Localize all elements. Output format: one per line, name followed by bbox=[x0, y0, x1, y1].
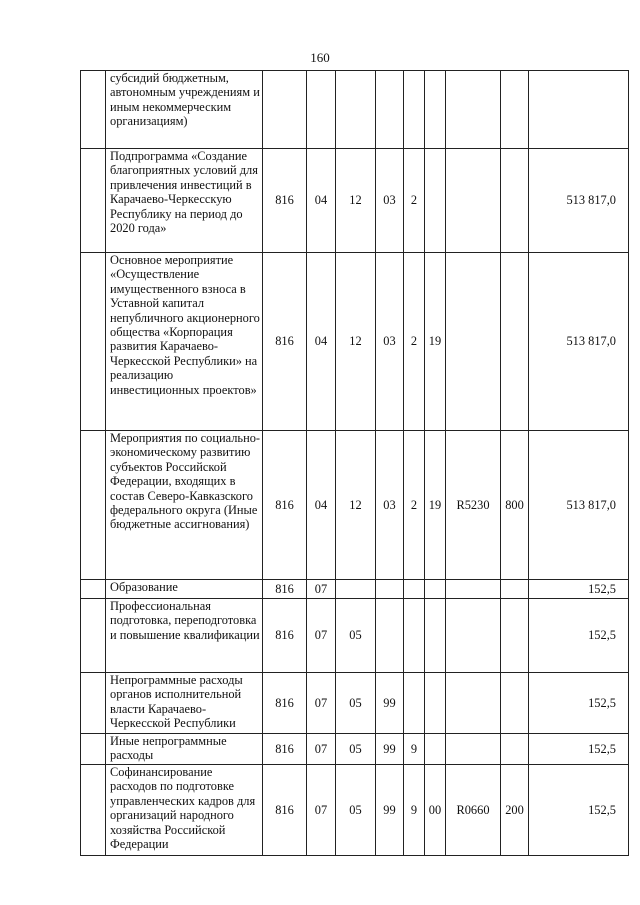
program-code-cell: 99 bbox=[376, 765, 404, 856]
row-index-cell bbox=[81, 765, 106, 856]
section-code-cell: 04 bbox=[307, 149, 336, 253]
amount-cell bbox=[529, 71, 629, 149]
program-code-cell: 03 bbox=[376, 431, 404, 580]
section-code-cell: 04 bbox=[307, 253, 336, 431]
ministry-code-cell: 816 bbox=[263, 580, 307, 599]
main-activity-code-cell: 00 bbox=[425, 765, 446, 856]
row-index-cell bbox=[81, 71, 106, 149]
subsection-code-cell bbox=[336, 71, 376, 149]
row-name-cell: Подпрограмма «Создание благоприятных условий для привлечения инвестиций в Карачаево-Черкесскую Республику на период до 2020 года» bbox=[106, 149, 263, 253]
row-index-cell bbox=[81, 149, 106, 253]
row-name-cell: Софинансирование расходов по подготовке управленческих кадров для организаций народного хозяйства Российской Федерации bbox=[106, 765, 263, 856]
expense-type-code-cell: 800 bbox=[501, 431, 529, 580]
direction-code-cell bbox=[446, 253, 501, 431]
program-code-cell: 99 bbox=[376, 673, 404, 734]
amount-cell: 152,5 bbox=[529, 580, 629, 599]
expense-type-code-cell bbox=[501, 599, 529, 673]
ministry-code-cell: 816 bbox=[263, 149, 307, 253]
row-name-cell: Непрограммные расходы органов исполнительной власти Карачаево-Черкесской Республики bbox=[106, 673, 263, 734]
expense-type-code-cell bbox=[501, 71, 529, 149]
budget-table bbox=[80, 70, 629, 856]
section-code-cell: 07 bbox=[307, 673, 336, 734]
main-activity-code-cell bbox=[425, 149, 446, 253]
direction-code-cell bbox=[446, 734, 501, 765]
row-name-cell: Мероприятия по социально-экономическому развитию субъектов Российской Федерации, входящих в состав Северо-Кавказского федерального округа (Иные бюджетные ассигнования) bbox=[106, 431, 263, 580]
section-code-cell bbox=[307, 71, 336, 149]
direction-code-cell bbox=[446, 673, 501, 734]
ministry-code-cell: 816 bbox=[263, 673, 307, 734]
table-row bbox=[81, 599, 629, 673]
section-code-cell: 04 bbox=[307, 431, 336, 580]
ministry-code-cell: 816 bbox=[263, 599, 307, 673]
direction-code-cell bbox=[446, 580, 501, 599]
main-activity-code-cell bbox=[425, 71, 446, 149]
program-code-cell: 03 bbox=[376, 253, 404, 431]
row-index-cell bbox=[81, 734, 106, 765]
program-code-cell bbox=[376, 580, 404, 599]
row-name-cell: Образование bbox=[106, 580, 263, 599]
subprogram-code-cell: 2 bbox=[404, 149, 425, 253]
subsection-code-cell: 05 bbox=[336, 734, 376, 765]
row-name-cell: Иные непрограммные расходы bbox=[106, 734, 263, 765]
expense-type-code-cell bbox=[501, 734, 529, 765]
table-row bbox=[81, 580, 629, 599]
section-code-cell: 07 bbox=[307, 599, 336, 673]
section-code-cell: 07 bbox=[307, 734, 336, 765]
subprogram-code-cell: 2 bbox=[404, 253, 425, 431]
table-row bbox=[81, 71, 629, 149]
expense-type-code-cell bbox=[501, 673, 529, 734]
table-row bbox=[81, 431, 629, 580]
ministry-code-cell: 816 bbox=[263, 765, 307, 856]
subprogram-code-cell bbox=[404, 599, 425, 673]
section-code-cell: 07 bbox=[307, 580, 336, 599]
amount-cell: 513 817,0 bbox=[529, 149, 629, 253]
subprogram-code-cell: 9 bbox=[404, 765, 425, 856]
row-name-cell: субсидий бюджетным, автономным учреждениям и иным некоммерческим организациям) bbox=[106, 71, 263, 149]
row-index-cell bbox=[81, 599, 106, 673]
direction-code-cell: R5230 bbox=[446, 431, 501, 580]
row-index-cell bbox=[81, 673, 106, 734]
amount-cell: 152,5 bbox=[529, 599, 629, 673]
row-index-cell bbox=[81, 431, 106, 580]
subsection-code-cell: 12 bbox=[336, 253, 376, 431]
subprogram-code-cell bbox=[404, 673, 425, 734]
row-name-cell: Профессиональная подготовка, переподготовка и повышение квалификации bbox=[106, 599, 263, 673]
row-name-cell: Основное мероприятие «Осуществление имущественного взноса в Уставной капитал непубличного акционерного общества «Корпорация развития Карачаево-Черкесской Республики» на реализацию инвестиционных проектов» bbox=[106, 253, 263, 431]
table-row bbox=[81, 734, 629, 765]
main-activity-code-cell bbox=[425, 580, 446, 599]
row-index-cell bbox=[81, 580, 106, 599]
expense-type-code-cell bbox=[501, 253, 529, 431]
subsection-code-cell bbox=[336, 580, 376, 599]
main-activity-code-cell bbox=[425, 673, 446, 734]
subprogram-code-cell bbox=[404, 580, 425, 599]
amount-cell: 152,5 bbox=[529, 734, 629, 765]
table-row bbox=[81, 765, 629, 856]
program-code-cell: 03 bbox=[376, 149, 404, 253]
table-row bbox=[81, 253, 629, 431]
expense-type-code-cell bbox=[501, 580, 529, 599]
subsection-code-cell: 05 bbox=[336, 673, 376, 734]
direction-code-cell bbox=[446, 71, 501, 149]
ministry-code-cell bbox=[263, 71, 307, 149]
main-activity-code-cell bbox=[425, 734, 446, 765]
section-code-cell: 07 bbox=[307, 765, 336, 856]
ministry-code-cell: 816 bbox=[263, 734, 307, 765]
expense-type-code-cell: 200 bbox=[501, 765, 529, 856]
subprogram-code-cell: 9 bbox=[404, 734, 425, 765]
page-number: 160 bbox=[310, 50, 330, 65]
program-code-cell bbox=[376, 71, 404, 149]
subsection-code-cell: 12 bbox=[336, 149, 376, 253]
subprogram-code-cell bbox=[404, 71, 425, 149]
table-row bbox=[81, 673, 629, 734]
direction-code-cell bbox=[446, 599, 501, 673]
subsection-code-cell: 05 bbox=[336, 599, 376, 673]
table-row bbox=[81, 149, 629, 253]
main-activity-code-cell: 19 bbox=[425, 253, 446, 431]
row-index-cell bbox=[81, 253, 106, 431]
subsection-code-cell: 05 bbox=[336, 765, 376, 856]
amount-cell: 513 817,0 bbox=[529, 431, 629, 580]
amount-cell: 152,5 bbox=[529, 765, 629, 856]
main-activity-code-cell: 19 bbox=[425, 431, 446, 580]
direction-code-cell: R0660 bbox=[446, 765, 501, 856]
direction-code-cell bbox=[446, 149, 501, 253]
amount-cell: 152,5 bbox=[529, 673, 629, 734]
amount-cell: 513 817,0 bbox=[529, 253, 629, 431]
subprogram-code-cell: 2 bbox=[404, 431, 425, 580]
program-code-cell: 99 bbox=[376, 734, 404, 765]
program-code-cell bbox=[376, 599, 404, 673]
ministry-code-cell: 816 bbox=[263, 253, 307, 431]
subsection-code-cell: 12 bbox=[336, 431, 376, 580]
ministry-code-cell: 816 bbox=[263, 431, 307, 580]
main-activity-code-cell bbox=[425, 599, 446, 673]
expense-type-code-cell bbox=[501, 149, 529, 253]
